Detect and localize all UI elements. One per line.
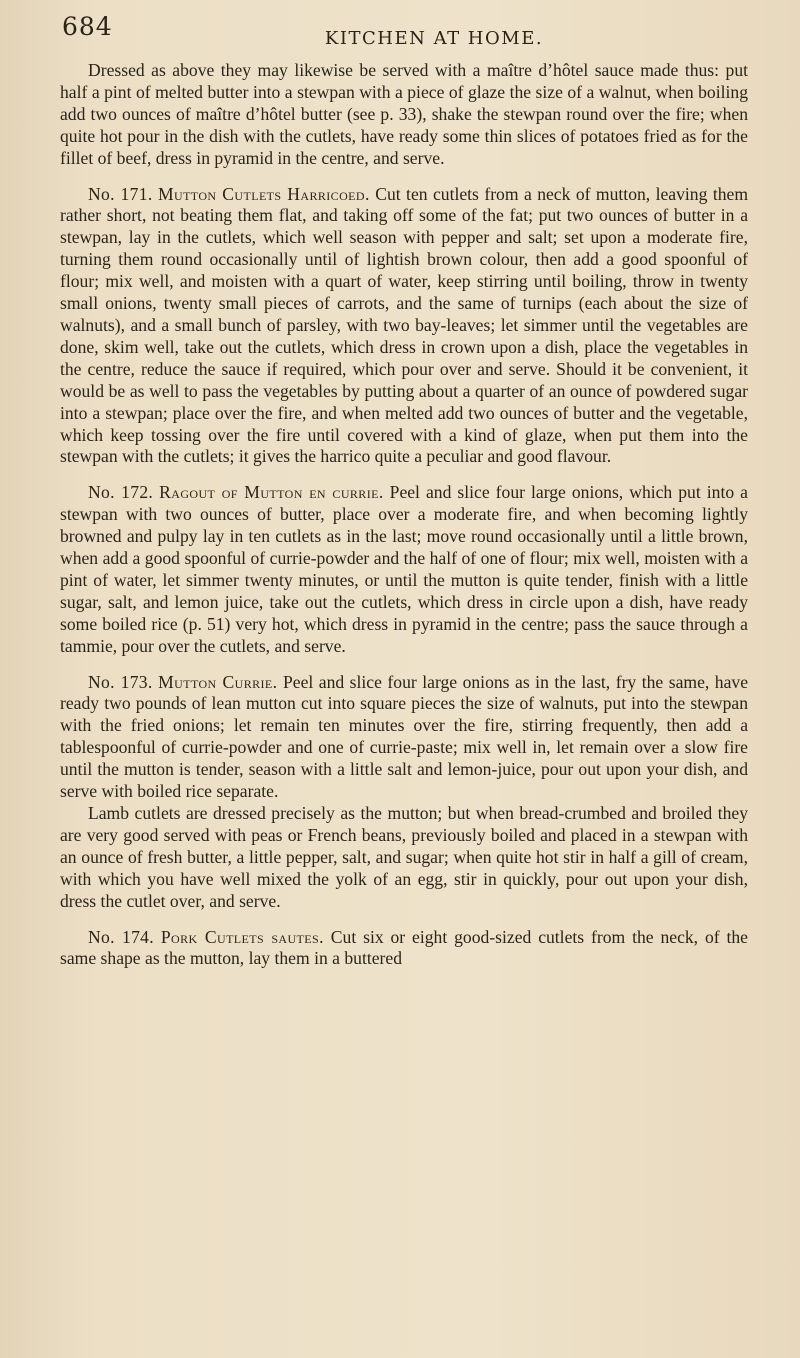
recipe-text: Cut six or eight good-sized cutlets from the neck, of the same shape as the mutton, lay them in a buttered xyxy=(60,926,748,969)
recipe-171 xyxy=(60,184,748,469)
recipe-text: Peel and slice four large onions as in the last, fry the same, have ready two pounds of lean mutton cut into square pieces the size of walnuts, put into the stewpan with the fried onions; let remain ten minutes over the fire, stirring frequently, then add a tablespoonful of currie-powder and one of currie-paste; mix well in, let remain over a slow fire until the mutton is tender, season with a little salt and lemon-juice, pour out upon your dish, and serve with boiled rice separate. xyxy=(60,671,749,802)
recipe-title: Ragout of Mutton en currie. xyxy=(159,482,384,503)
recipe-172 xyxy=(60,482,748,657)
recipe-174 xyxy=(60,927,748,971)
recipe-text: Peel and slice four large onions, which put into a stewpan with two ounces of butter, place over a moderate fire, and when becoming lightly browned and pulpy lay in ten cutlets as in the last; move round occasionally until a little brown, when add a good spoonful of currie-powder and the half of one of flour; mix well, moisten with a pint of water, let simmer twenty minutes, or until the mutton is quite tender, finish with a little sugar, salt, and lemon juice, take out the cutlets, which dress in circle upon a dish, have ready some boiled rice (p. 51) very hot, which dress in pyramid in the centre; pass the sauce through a tammie, pour over the cutlets, and serve. xyxy=(60,482,748,656)
page-number: 684 xyxy=(62,12,113,41)
recipe-number: No. 174. xyxy=(88,926,154,947)
recipe-title: Mutton Cutlets Harricoed. xyxy=(157,183,370,204)
running-head: KITCHEN AT HOME. xyxy=(324,28,544,49)
intro-paragraph xyxy=(60,60,748,170)
recipe-title: Mutton Currie. xyxy=(158,671,278,692)
recipe-number: No. 172. xyxy=(88,482,154,503)
page-body xyxy=(60,60,748,970)
lamb-cutlets-note xyxy=(60,803,748,913)
recipe-number: No. 173. xyxy=(88,671,153,692)
lamb-note-text: Lamb cutlets are dressed precisely as the mutton; but when bread-crumbed and broiled they are very good served with peas or French beans, previously boiled and placed in a stewpan with an ounce of fresh butter, a little pepper, salt, and sugar; when quite hot stir in half a gill of cream, with which you have well mixed the yolk of an egg, stir in quickly, pour out upon your dish, dress the cutlet over, and serve. xyxy=(60,803,748,911)
recipe-173 xyxy=(60,672,748,803)
intro-text: Dressed as above they may likewise be served with a maître d’hôtel sauce made thus: put half a pint of melted butter into a stewpan with a piece of glaze the size of a walnut, when boiling add two ounces of maître d’hôtel butter (see p. 33), shake the stewpan round over the fire; when quite hot pour in the dish with the cutlets, have ready some thin slices of potatoes fried as for the fillet of beef, dress in pyramid in the centre, and serve. xyxy=(60,60,748,168)
recipe-number: No. 171. xyxy=(88,183,153,204)
recipe-text: Cut ten cutlets from a neck of mutton, leaving them rather short, not beating them flat, and taking off some of the fat; put two ounces of butter in a stewpan, lay in the cutlets, which well season with pepper and salt; set upon a moderate fire, turning them round occasionally until of lightish brown colour, then add a good spoonful of flour; mix well, and moisten with a quart of water, keep stirring until boiling, throw in twenty small onions, twenty small pieces of carrots, and the same of turnips (each about the size of walnuts), and a small bunch of parsley, with two bay-leaves; let simmer until the vegetables are done, skim well, take out the cutlets, which dress in crown upon a dish, place the vegetables in the centre, reduce the sauce if required, which pour over and serve. Should it be convenient, it would be as well to pass the vegetables by putting about a quarter of an ounce of powdered sugar into a stewpan; place over the fire, and when melted add two ounces of butter and the vegetable, which keep tossing over the fire until covered with a kind of glaze, when put them into the stewpan with the cutlets; it gives the harrico quite a peculiar and good flavour. xyxy=(60,183,749,467)
recipe-title: Pork Cutlets sautes. xyxy=(160,926,324,947)
page-header xyxy=(60,0,748,60)
